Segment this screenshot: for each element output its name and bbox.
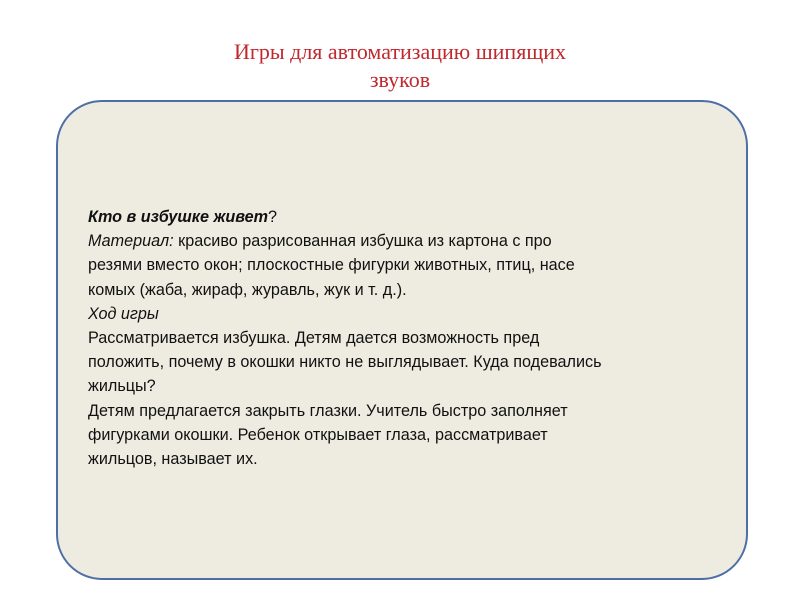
material-line-1	[88, 229, 728, 253]
body-line: жильцы?	[88, 377, 156, 396]
game-description	[88, 205, 728, 471]
procedure-label: Ход игры	[88, 304, 159, 323]
body-line: жильцов, называет их.	[88, 450, 258, 469]
game-name-line	[88, 205, 728, 229]
body-line: фигурками окошки. Ребенок открывает глаза, рассматривает	[88, 425, 548, 444]
body-line: Детям предлагается закрыть глазки. Учитель быстро заполняет	[88, 401, 568, 420]
material-label: Материал:	[88, 232, 174, 251]
game-name-punct: ?	[268, 208, 278, 226]
slide-title	[150, 38, 650, 94]
material-text-1: красиво разрисованная избушка из картона с про	[173, 232, 552, 251]
slide-title-line-2: звуков	[369, 67, 431, 92]
slide-title-line-1: Игры для автоматизацию шипящих	[233, 39, 567, 64]
body-line: положить, почему в окошки никто не выглядывает. Куда подевались	[88, 353, 602, 372]
game-name: Кто в избушке живет	[88, 208, 269, 226]
body-line: Рассматривается избушка. Детям дается возможность пред	[88, 329, 540, 348]
material-line-2: резями вместо окон; плоскостные фигурки животных, птиц, насе	[88, 256, 575, 275]
material-line-3: комых (жаба, жираф, журавль, жук и т. д.).	[88, 280, 407, 299]
